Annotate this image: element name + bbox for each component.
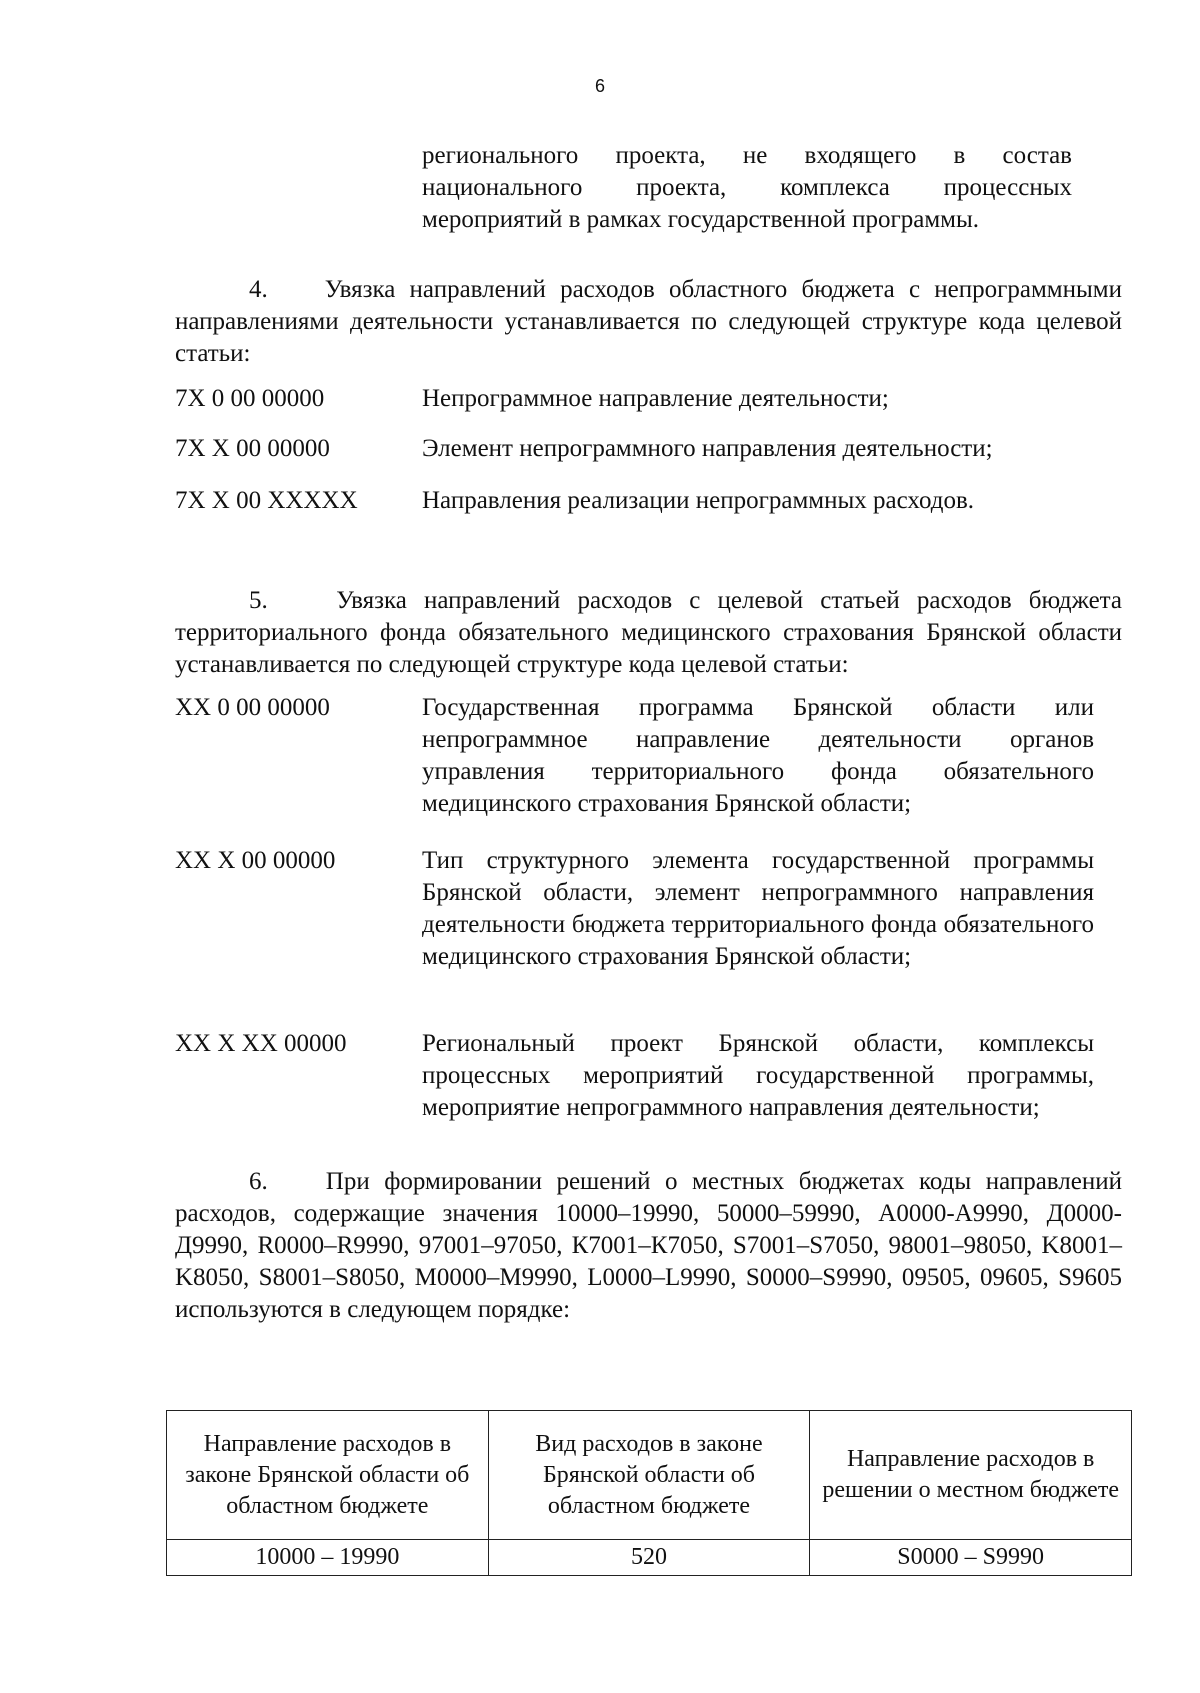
target-code-description: Непрограммное направление деятельности;: [422, 385, 889, 412]
target-code: 7Х Х 00 00000: [175, 435, 330, 462]
target-code: 7Х 0 00 00000: [175, 385, 325, 412]
section-6-paragraph: [175, 1166, 1122, 1326]
target-code: ХХ Х ХХ 00000: [175, 1030, 347, 1057]
target-code-description: Государственная программа Брянской области или непрограммное направление деятельности органов управления территориального фонда обязательного медицинского страхования Брянской области;: [422, 694, 1094, 817]
target-code-description: Региональный проект Брянской области, комплексы процессных мероприятий государственной программы, мероприятие непрограммного направления деятельности;: [422, 1030, 1094, 1121]
target-code-description: Элемент непрограммного направления деятельности;: [422, 435, 993, 462]
table-cell: 520: [488, 1540, 810, 1576]
page-number: 6: [594, 76, 605, 96]
expense-directions-table: [166, 1410, 1132, 1576]
intro-line: регионального проекта, не входящего в состав: [422, 142, 1072, 169]
section-6-text: 6. При формировании решений о местных бюджетах коды направлений расходов, содержащие значения 10000–19990, 50000–59990, А0000-А9990, Д0000-Д9990, R0000–R9990, 97001–97050, К7001–К7050, S7001–S7050, 98001–98050, K8001–K8050, S8001–S8050, M0000–M9990, L0000–L9990, S0000–S9990, 09505, 09605, S9605 используются в следующем порядке:: [175, 1168, 1122, 1323]
target-code: ХХ Х 00 00000: [175, 847, 336, 874]
intro-continuation: [422, 140, 1072, 236]
table-header-cell: Вид расходов в законе Брянской области об областном бюджете: [488, 1411, 810, 1540]
section-4-text: 4. Увязка направлений расходов областного бюджета с непрограммными направлениями деятельности устанавливается по следующей структуре кода целевой статьи:: [175, 276, 1122, 367]
target-code-description: Тип структурного элемента государственной программы Брянской области, элемент непрограммного направления деятельности бюджета территориального фонда обязательного медицинского страхования Брянской области;: [422, 847, 1094, 970]
table-row: [167, 1540, 1132, 1576]
target-code: 7Х Х 00 ХХХХХ: [175, 487, 358, 514]
intro-line: мероприятий в рамках государственной программы.: [422, 206, 980, 233]
intro-line: национального проекта, комплекса процессных: [422, 174, 1072, 201]
target-code-description: Направления реализации непрограммных расходов.: [422, 487, 975, 514]
table-cell: S0000 – S9990: [810, 1540, 1132, 1576]
table-cell: 10000 – 19990: [167, 1540, 489, 1576]
section-5-text: 5. Увязка направлений расходов с целевой статьей расходов бюджета территориального фонда обязательного медицинского страхования Брянской области устанавливается по следующей структуре кода целевой статьи:: [175, 587, 1122, 678]
target-code: ХХ 0 00 00000: [175, 694, 330, 721]
table-header-row: [167, 1411, 1132, 1540]
table-header-cell: Направление расходов в законе Брянской области об областном бюджете: [167, 1411, 489, 1540]
section-5-paragraph: [175, 585, 1122, 681]
table-header-cell: Направление расходов в решении о местном бюджете: [810, 1411, 1132, 1540]
section-4-paragraph: [175, 274, 1122, 370]
